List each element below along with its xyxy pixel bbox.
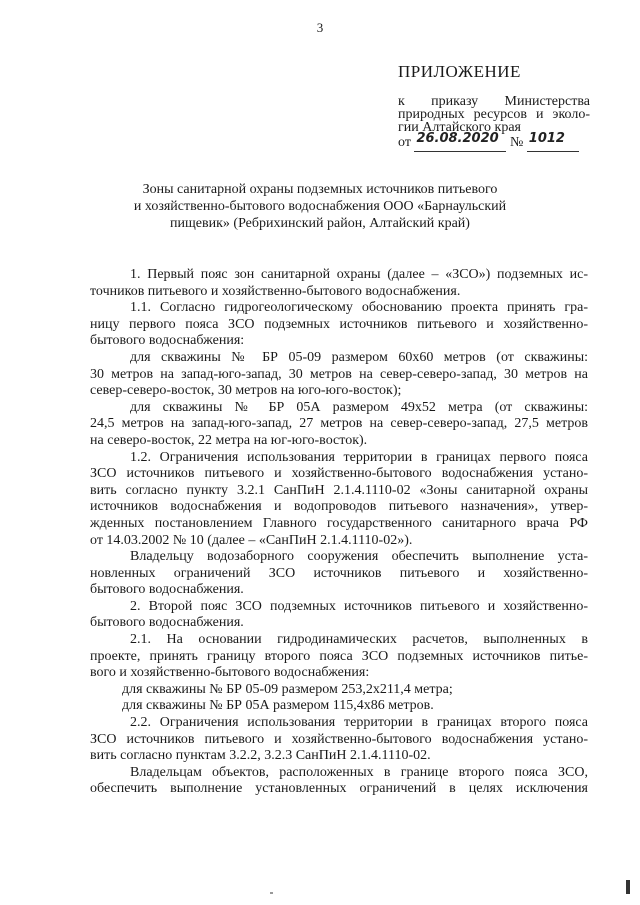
number-underline: [527, 131, 579, 152]
number-sign: №: [509, 135, 524, 150]
date-underline: [414, 131, 506, 152]
order-date-line: [398, 131, 590, 152]
paragraph: [90, 267, 588, 300]
title-line: пищевик» (Ребрихинский район, Алтайский край): [170, 216, 470, 231]
paragraph: [90, 599, 588, 632]
scan-edge-mark: [626, 880, 630, 894]
text-line: 2.2. Ограничения использования территории в границах второго пояса: [130, 715, 588, 731]
text-line: для скважины № БР 05А размером 49х52 метра (от скважины:: [130, 399, 588, 415]
title-line: Зоны санитарной охраны подземных источников питьевого: [142, 182, 498, 197]
paragraph: [90, 350, 588, 400]
text-line: точников питьевого и хозяйственно-бытового водоснабжения.: [90, 283, 461, 299]
paragraph: [90, 765, 588, 798]
order-line: к приказу Министерства: [398, 94, 590, 109]
text-line: 2. Второй пояс ЗСО подземных источников питьевого и хозяйственно-: [130, 598, 588, 614]
text-line: ЗСО источников питьевого и хозяйственно-бытового водоснабжения устано-: [90, 731, 588, 747]
scan-speck: [270, 892, 273, 894]
text-line: 1. Первый пояс зон санитарной охраны (далее – «ЗСО») подземных ис-: [130, 267, 588, 282]
text-line: Владельцу водозаборного сооружения обеспечить выполнение уста-: [130, 549, 588, 565]
paragraph: [90, 698, 588, 715]
date-prefix: от: [398, 135, 411, 150]
text-line: для скважины № БР 05А размером 115,4х86 метров.: [122, 698, 434, 714]
handwritten-number: 1012: [528, 131, 565, 146]
document-title: [0, 181, 640, 232]
text-line: на северо-восток, 22 метра на юг-юго-восток).: [90, 432, 368, 448]
text-line: ЗСО источников питьевого и хозяйственно-бытового водоснабжения устано-: [90, 466, 588, 482]
text-line: 2.1. На основании гидродинамических расчетов, выполненных в: [130, 632, 588, 648]
text-line: вить согласно пункту 3.2.1 СанПиН 2.1.4.1110-02 «Зоны санитарной охраны: [90, 482, 588, 498]
text-line: для скважины № БР 05-09 размером 253,2х211,4 метра;: [122, 681, 453, 697]
text-line: 24,5 метров на запад-юго-запад, 27 метров на север-северо-запад, 27,5 метров: [90, 416, 588, 432]
paragraph: [90, 682, 588, 699]
appendix-title: ПРИЛОЖЕНИЕ: [398, 62, 521, 81]
text-line: 1.1. Согласно гидрогеологическому обоснованию проекта принять гра-: [130, 300, 588, 316]
text-line: вить согласно пунктам 3.2.2, 3.2.3 СанПиН 2.1.4.1110-02.: [90, 748, 431, 764]
text-line: новленных ограничений ЗСО источников питьевого и хозяйственно-: [90, 565, 588, 581]
order-line: гии Алтайского края: [398, 120, 521, 135]
body-text: [90, 267, 588, 798]
paragraph: [90, 632, 588, 682]
text-line: бытового водоснабжения.: [90, 582, 244, 598]
text-line: вого и хозяйственно-бытового водоснабжения:: [90, 665, 370, 681]
text-line: от 14.03.2002 № 10 (далее – «СанПиН 2.1.4.1110-02»).: [90, 532, 413, 548]
paragraph: [90, 450, 588, 550]
text-line: обеспечить выполнение установленных ограничений в целях исключения: [90, 781, 588, 797]
paragraph: [90, 549, 588, 599]
paragraph: [90, 300, 588, 350]
paragraph: [90, 400, 588, 450]
title-line: и хозяйственно-бытового водоснабжения ООО «Барнаульский: [133, 199, 507, 214]
text-line: 1.2. Ограничения использования территории в границах первого пояса: [130, 449, 588, 465]
paragraph: [90, 715, 588, 765]
text-line: ницу первого пояса ЗСО подземных источников питьевого и хозяйственно-: [90, 316, 588, 332]
text-line: Владельцам объектов, расположенных в границе второго пояса ЗСО,: [130, 764, 588, 780]
text-line: бытового водоснабжения.: [90, 615, 244, 631]
text-line: для скважины № БР 05-09 размером 60х60 метров (от скважины:: [130, 349, 588, 365]
text-line: бытового водоснабжения:: [90, 333, 245, 349]
page-number: 3: [316, 20, 324, 35]
text-line: 30 метров на запад-юго-запад, 30 метров на север-северо-запад, 30 метров на: [90, 366, 588, 382]
text-line: источников водоснабжения и водопроводов питьевого назначения», утвер-: [90, 499, 588, 515]
text-line: проекте, принять границу второго пояса ЗСО подземных источников питье-: [90, 648, 588, 664]
handwritten-date: 26.08.2020: [416, 131, 499, 146]
text-line: север-северо-восток, 30 метров на юго-юго-восток);: [90, 383, 402, 399]
order-reference: [398, 95, 590, 134]
text-line: жденных постановлением Главного государственного санитарного врача РФ: [90, 515, 588, 531]
order-line: природных ресурсов и эколо-: [398, 107, 590, 122]
